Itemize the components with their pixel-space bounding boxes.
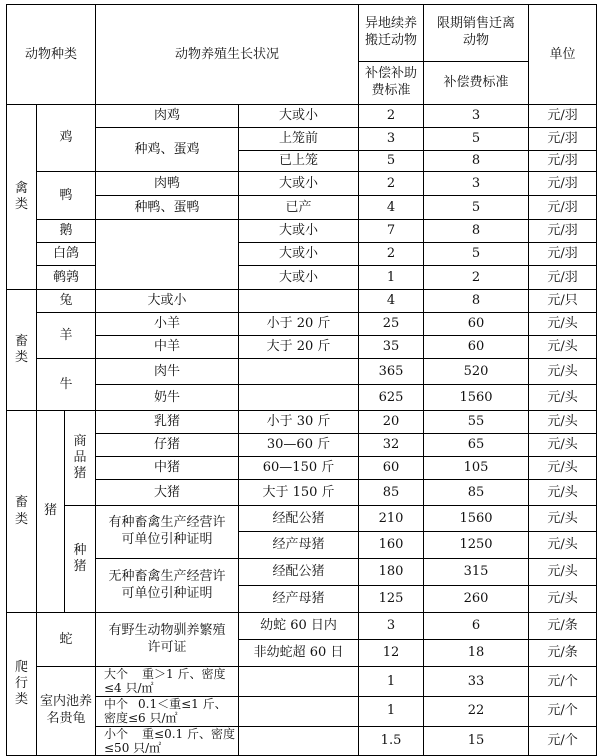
condition: 大或小 [239, 266, 359, 290]
header-growth-status: 动物养殖生长状况 [96, 5, 359, 105]
condition: 已上笼 [239, 151, 359, 172]
condition-spacer [239, 696, 359, 726]
relocation-value: 625 [359, 385, 424, 411]
relocation-value: 1 [359, 266, 424, 290]
group-commercial: 商品猪 [65, 411, 96, 506]
relocation-value: 25 [359, 313, 424, 336]
unit: 元/头 [529, 559, 597, 586]
unit: 元/羽 [529, 266, 597, 290]
sale-value: 1250 [424, 532, 529, 559]
sale-value: 33 [424, 667, 529, 697]
unit: 元/头 [529, 359, 597, 385]
sale-value: 260 [424, 586, 529, 613]
unit: 元/羽 [529, 243, 597, 266]
size-large: 大个 重＞1 斤、密度≤4 只/㎡ [96, 667, 239, 697]
header-relocation: 异地续养搬迁动物 [359, 5, 424, 62]
subtype-weaner: 仔猪 [96, 434, 239, 457]
relocation-value: 125 [359, 586, 424, 613]
relocation-value: 1 [359, 696, 424, 726]
relocation-value: 1.5 [359, 726, 424, 756]
sale-value: 315 [424, 559, 529, 586]
subtype-suckling: 乳猪 [96, 411, 239, 434]
licensed-source: 有种畜禽生产经营许可单位引种证明 [96, 506, 239, 559]
subtype-beef: 肉牛 [96, 359, 239, 385]
unit: 元/头 [529, 457, 597, 480]
unit: 元/个 [529, 696, 597, 726]
subtype-empty [96, 266, 239, 290]
subtype-broiler: 肉鸡 [96, 105, 239, 128]
sale-value: 65 [424, 434, 529, 457]
header-animal-type: 动物种类 [7, 5, 96, 105]
subtype-breeder-layer: 种鸡、蛋鸡 [96, 128, 239, 172]
condition-spacer [239, 667, 359, 697]
relocation-value: 35 [359, 336, 424, 359]
condition-spacer [239, 726, 359, 756]
sale-value: 15 [424, 726, 529, 756]
condition: 大或小 [239, 172, 359, 196]
animal-duck: 鸭 [37, 172, 96, 220]
condition: 60—150 斤 [239, 457, 359, 480]
unit: 元/羽 [529, 172, 597, 196]
group-breeding: 种猪 [65, 506, 96, 613]
unit: 元/羽 [529, 196, 597, 220]
condition [239, 385, 359, 411]
unit: 元/羽 [529, 151, 597, 172]
unit: 元/头 [529, 411, 597, 434]
unit: 元/头 [529, 385, 597, 411]
condition: 非幼蛇超 60 日 [239, 640, 359, 667]
sale-value: 60 [424, 336, 529, 359]
relocation-value: 4 [359, 290, 424, 313]
animal-pig: 猪 [37, 411, 65, 613]
sale-value: 60 [424, 313, 529, 336]
animal-rabbit: 兔 [37, 290, 96, 313]
sale-value: 520 [424, 359, 529, 385]
unlicensed-source: 无种畜禽生产经营许可单位引种证明 [96, 559, 239, 613]
sale-value: 5 [424, 196, 529, 220]
relocation-value: 20 [359, 411, 424, 434]
relocation-value: 2 [359, 243, 424, 266]
category-livestock: 畜类 [7, 290, 37, 411]
unit: 元/头 [529, 434, 597, 457]
subtype-dairy: 奶牛 [96, 385, 239, 411]
relocation-value: 210 [359, 506, 424, 532]
condition: 上笼前 [239, 128, 359, 151]
subtype-breeder-duck: 种鸭、蛋鸭 [96, 196, 239, 220]
unit: 元/只 [529, 290, 597, 313]
animal-goose: 鹅 [37, 220, 96, 243]
sale-value: 55 [424, 411, 529, 434]
unit: 元/头 [529, 532, 597, 559]
unit: 元/羽 [529, 220, 597, 243]
relocation-value: 7 [359, 220, 424, 243]
sale-value: 8 [424, 290, 529, 313]
condition [239, 290, 359, 313]
unit: 元/头 [529, 480, 597, 506]
relocation-value: 85 [359, 480, 424, 506]
header-restricted-sale: 限期销售迁离动物 [424, 5, 529, 62]
sale-value: 1560 [424, 385, 529, 411]
relocation-value: 1 [359, 667, 424, 697]
unit: 元/头 [529, 586, 597, 613]
condition: 经配公猪 [239, 506, 359, 532]
relocation-value: 32 [359, 434, 424, 457]
relocation-value: 4 [359, 196, 424, 220]
unit: 元/头 [529, 313, 597, 336]
subtype-grower: 中猪 [96, 457, 239, 480]
relocation-value: 2 [359, 105, 424, 128]
condition: 经产母猪 [239, 586, 359, 613]
animal-snake: 蛇 [37, 613, 96, 667]
category-poultry: 禽类 [7, 105, 37, 290]
subtype-lamb: 小羊 [96, 313, 239, 336]
condition: 大或小 [239, 243, 359, 266]
condition: 大或小 [239, 105, 359, 128]
snake-license: 有野生动物驯养繁殖许可证 [96, 613, 239, 667]
rabbit-condition: 大或小 [96, 290, 239, 313]
relocation-value: 365 [359, 359, 424, 385]
category-livestock-pig: 畜类 [7, 411, 37, 613]
header-unit: 单位 [529, 5, 597, 105]
sale-value: 3 [424, 105, 529, 128]
condition: 幼蛇 60 日内 [239, 613, 359, 640]
size-small: 小个 重≤0.1 斤、密度≤50 只/㎡ [96, 726, 239, 756]
condition: 小于 20 斤 [239, 313, 359, 336]
relocation-value: 2 [359, 172, 424, 196]
sale-value: 85 [424, 480, 529, 506]
size-medium: 中个 0.1＜重≤1 斤、密度≤6 只/㎡ [96, 696, 239, 726]
relocation-value: 5 [359, 151, 424, 172]
unit: 元/个 [529, 726, 597, 756]
relocation-value: 180 [359, 559, 424, 586]
unit: 元/条 [529, 640, 597, 667]
sale-value: 8 [424, 220, 529, 243]
condition [239, 359, 359, 385]
condition: 经产母猪 [239, 532, 359, 559]
subtype-meat-duck: 肉鸭 [96, 172, 239, 196]
sale-value: 6 [424, 613, 529, 640]
subtype-finisher: 大猪 [96, 480, 239, 506]
condition: 30—60 斤 [239, 434, 359, 457]
relocation-value: 12 [359, 640, 424, 667]
animal-pigeon: 白鸽 [37, 243, 96, 266]
unit: 元/头 [529, 336, 597, 359]
relocation-value: 3 [359, 128, 424, 151]
animal-chicken: 鸡 [37, 105, 96, 172]
relocation-value: 3 [359, 613, 424, 640]
unit: 元/条 [529, 613, 597, 640]
animal-turtle: 室内池养名贵龟 [37, 667, 96, 756]
sale-value: 3 [424, 172, 529, 196]
unit: 元/羽 [529, 105, 597, 128]
condition: 经配公猪 [239, 559, 359, 586]
compensation-table [6, 4, 597, 756]
category-reptile: 爬行类 [7, 613, 37, 756]
condition: 已产 [239, 196, 359, 220]
sale-value: 5 [424, 243, 529, 266]
sale-value: 8 [424, 151, 529, 172]
sale-value: 5 [424, 128, 529, 151]
unit: 元/个 [529, 667, 597, 697]
sale-value: 18 [424, 640, 529, 667]
header-restricted-sale-sub: 补偿费标准 [424, 62, 529, 105]
sale-value: 2 [424, 266, 529, 290]
relocation-value: 160 [359, 532, 424, 559]
relocation-value: 60 [359, 457, 424, 480]
animal-sheep: 羊 [37, 313, 96, 359]
sale-value: 1560 [424, 506, 529, 532]
condition: 大于 20 斤 [239, 336, 359, 359]
subtype-mid-sheep: 中羊 [96, 336, 239, 359]
condition: 小于 30 斤 [239, 411, 359, 434]
unit: 元/头 [529, 506, 597, 532]
header-relocation-sub: 补偿补助费标准 [359, 62, 424, 105]
subtype-empty [96, 243, 239, 266]
condition: 大于 150 斤 [239, 480, 359, 506]
sale-value: 22 [424, 696, 529, 726]
unit: 元/羽 [529, 128, 597, 151]
condition: 大或小 [239, 220, 359, 243]
subtype-empty [96, 220, 239, 243]
sale-value: 105 [424, 457, 529, 480]
animal-cattle: 牛 [37, 359, 96, 411]
animal-quail: 鹌鹑 [37, 266, 96, 290]
